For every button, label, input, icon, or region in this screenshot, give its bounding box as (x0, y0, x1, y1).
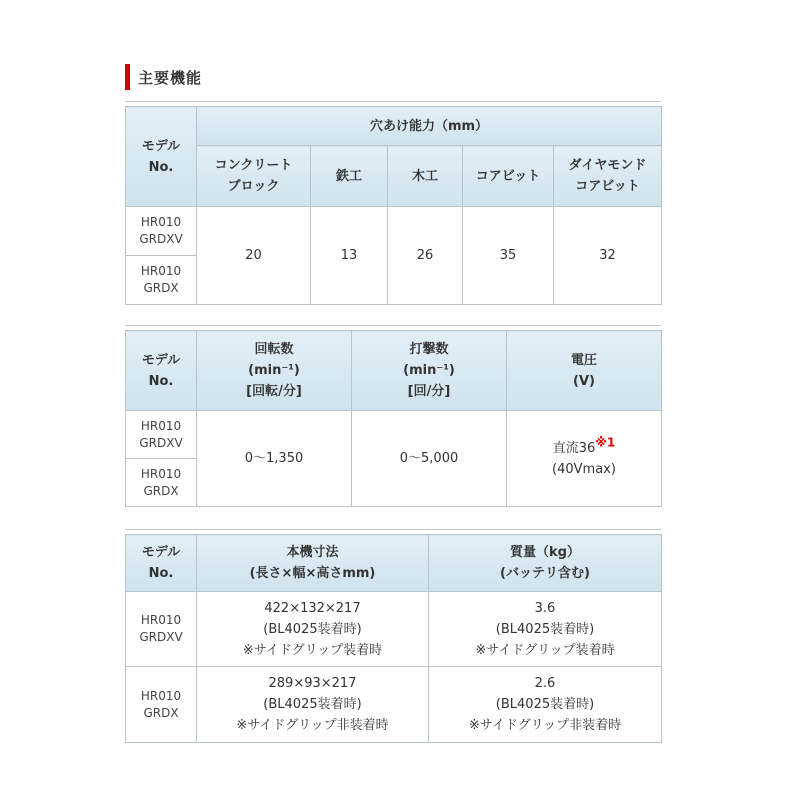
model-cell: HR010 GRDXV (126, 207, 197, 256)
model-header: モデル No. (126, 107, 197, 207)
value-wood: 26 (388, 207, 463, 305)
column-header-mass: 質量（kg） (バッテリ含む) (429, 535, 662, 592)
column-header-diamond-core-bit: ダイヤモンド コアビット (554, 146, 662, 207)
value-mass: 3.6 (BL4025装着時) ※サイドグリップ装着時 (429, 592, 662, 667)
column-header-core-bit: コアビット (463, 146, 554, 207)
divider-3 (125, 529, 661, 530)
voltage-text: 直流36 (552, 440, 596, 456)
value-steel: 13 (311, 207, 388, 305)
value-rotation: 0～1,350 (197, 411, 352, 507)
drilling-capacity-header: 穴あけ能力（mm） (197, 107, 662, 146)
model-cell: HR010 GRDX (126, 459, 197, 507)
column-header-blows: 打撃数 (min⁻¹) [回/分] (352, 331, 507, 411)
value-dimensions: 289×93×217 (BL4025装着時) ※サイドグリップ非装着時 (197, 667, 429, 743)
dimensions-mass-table (125, 534, 662, 743)
performance-table (125, 330, 662, 507)
column-header-steel: 鉄工 (311, 146, 388, 207)
section-heading (125, 64, 202, 90)
column-header-concrete: コンクリート ブロック (197, 146, 311, 207)
model-header: モデル No. (126, 535, 197, 592)
model-cell: HR010 GRDXV (126, 592, 197, 667)
model-cell: HR010 GRDX (126, 667, 197, 743)
column-header-rotation: 回転数 (min⁻¹) [回転/分] (197, 331, 352, 411)
value-blows: 0～5,000 (352, 411, 507, 507)
model-cell: HR010 GRDXV (126, 411, 197, 459)
value-concrete: 20 (197, 207, 311, 305)
column-header-voltage: 電圧 (V) (507, 331, 662, 411)
divider-1 (125, 101, 661, 102)
section-accent-bar (125, 64, 130, 90)
model-header: モデル No. (126, 331, 197, 411)
drilling-capacity-table (125, 106, 662, 305)
voltage-max: (40Vmax) (552, 461, 616, 477)
value-mass: 2.6 (BL4025装着時) ※サイドグリップ非装着時 (429, 667, 662, 743)
value-voltage (507, 411, 662, 507)
divider-2 (125, 325, 661, 326)
column-header-dimensions: 本機寸法 (長さ×幅×高さmm) (197, 535, 429, 592)
value-dimensions: 422×132×217 (BL4025装着時) ※サイドグリップ装着時 (197, 592, 429, 667)
column-header-wood: 木工 (388, 146, 463, 207)
section-title: 主要機能 (138, 68, 203, 87)
value-core-bit: 35 (463, 207, 554, 305)
note-mark: ※1 (595, 435, 616, 450)
value-diamond-core-bit: 32 (554, 207, 662, 305)
model-cell: HR010 GRDX (126, 256, 197, 305)
